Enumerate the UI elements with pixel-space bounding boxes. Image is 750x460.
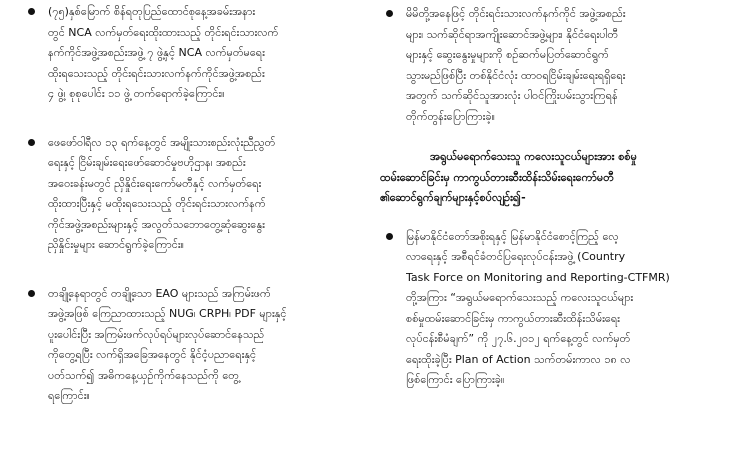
text-line: ရေးနှင့် ငြိမ်းချမ်းရေးဖော်ဆောင်မှုဗဟိုဌာန၊ အစည်း bbox=[48, 156, 246, 169]
text-line: ဖြစ်ကြောင်း ပြောကြားခဲ့။ bbox=[406, 373, 505, 386]
text-line: ဖေဖော်ဝါရီလ ၁၃ ရက်နေ့တွင် အမျိုးသားစည်းလုံးညီညွတ် bbox=[48, 135, 276, 149]
text-line: မြန်မာနိုင်ငံတော်အစိုးရနှင့် မြန်မာနိုင်ငံစောင့်ကြည့် လေ့ bbox=[406, 229, 619, 243]
heading-line: ၏ဆောင်ရွက်ချက်များနှင့်စပ်လျဉ်း၍- bbox=[380, 191, 526, 204]
bullet-icon bbox=[28, 8, 35, 15]
section-heading bbox=[380, 147, 728, 209]
text-line: လုပ်ငန်းစီမံချက်” ကို ၂၇.၆.၂၀၁၂ ရက်နေ့တွင် လက်မှတ် bbox=[406, 332, 631, 345]
text-line: အဖွဲ့အဖြစ် ကြေညာထားသည့် NUG၊ CRPH၊ PDF များနှင့် bbox=[48, 307, 287, 320]
text-line: ထိုးရသေးသည့် တိုင်းရင်းသားလက်နက်ကိုင်အဖွဲ့အစည်း bbox=[48, 66, 265, 80]
text-line: ညှိနှိုင်းမှုများ ဆောင်ရွက်ခဲ့ကြောင်း။ bbox=[48, 238, 184, 251]
bullet-icon bbox=[386, 233, 393, 240]
bullet-item-meeting bbox=[22, 133, 350, 256]
text-line: တွင် NCA လက်မှတ်ရေးထိုးထားသည့် တိုင်းရင်းသားလက် bbox=[48, 25, 279, 39]
text-line: နက်ကိုင်အဖွဲ့အစည်းအဖွဲ့ ၇ ဖွဲ့နှင့် NCA လက်မှတ်မရေး bbox=[48, 46, 265, 59]
bullet-item-eao bbox=[22, 284, 350, 407]
text-line: များနှင့် ဆွေးနွေးမှုများကို စဉ်ဆက်မပြတ်ဆောင်ရွက် bbox=[406, 48, 609, 61]
text-line: ရကြောင်း။ bbox=[48, 389, 90, 402]
text-line: အဝေးခန်းမတွင် ညှိနှိုင်းရေးကော်မတီနှင့် လက်မှတ်ရေး bbox=[48, 176, 262, 190]
left-column bbox=[22, 2, 350, 407]
text-line: ကိုင်အဖွဲ့အစည်းများနှင့် အလွတ်သဘောတွေ့ဆုံဆွေးနွေး bbox=[48, 217, 265, 231]
heading-line: ထမ်းဆောင်ခြင်းမှ ကာကွယ်တားဆီးထိန်းသိမ်းရေးကော်မတီ bbox=[380, 170, 614, 184]
text-line: အတွက် သက်ဆိုင်သူအားလုံး ပါဝင်ကြိုးပမ်းသွားကြရန် bbox=[406, 89, 618, 102]
text-line: ကိုတွေ့ရပြီး လက်ရှိအခြေအနေတွင် နိုင်ငံ့ပညာရေးနှင့် bbox=[48, 348, 257, 361]
text-line: တချို့နေရာတွင် တချို့သော EAO များသည် အကြမ်းဖက် bbox=[48, 286, 271, 300]
heading-line: အရွယ်မရောက်သေးသူ ကလေးသူငယ်များအား စစ်မှု bbox=[430, 150, 637, 163]
bullet-icon bbox=[28, 290, 35, 297]
bullet-item-ctfmr bbox=[380, 227, 728, 391]
text-line: စစ်မှုထမ်းဆောင်ခြင်းမှ ကာကွယ်တားဆီးထိန်းသိမ်းရေး bbox=[406, 311, 620, 325]
text-line: တိုက်တွန်းပြောကြားခဲ့။ bbox=[406, 109, 495, 123]
bullet-icon bbox=[28, 139, 35, 146]
text-line: ပူးပေါင်းပြီး အကြမ်းဖက်လုပ်ရပ်များလုပ်ဆောင်နေသည် bbox=[48, 327, 265, 341]
bullet-item-anniversary bbox=[22, 2, 350, 105]
text-line: ရေးထိုးခဲ့ပြီး Plan of Action သက်တမ်းကာလ ၁၈ လ bbox=[406, 352, 631, 366]
bullet-icon bbox=[386, 10, 393, 17]
text-line: ထိုးထားပြီးနှင့် မထိုးရသေးသည့် တိုင်းရင်းသားလက်နက် bbox=[48, 197, 266, 210]
text-line: ၄ ဖွဲ့၊ စုစုပေါင်း ၁၁ ဖွဲ့ တက်ရောက်ခဲ့ကြောင်း။ bbox=[48, 87, 225, 100]
text-line: မိမိတို့အနေဖြင့် တိုင်းရင်းသားလက်နက်ကိုင် အဖွဲ့အစည်း bbox=[406, 7, 626, 20]
bullet-item-dialogue bbox=[380, 4, 728, 127]
text-line: (၇၅)နှစ်မြောက် စိန်ရတုပြည်ထောင်စုနေ့အခမ်းအနား bbox=[48, 5, 256, 18]
text-line: လာရေးနှင့် အစီရင်ခံတင်ပြရေးလုပ်ငန်းအဖွဲ့ (Country bbox=[406, 250, 626, 263]
text-line: ပတ်သက်၍ အဓိကနေ့ယှဉ်ကိုက်နေသည်ကို တွေ့ bbox=[48, 368, 240, 382]
text-line: Task Force on Monitoring and Reporting-CTFMR) bbox=[406, 270, 670, 284]
text-line: သွားမည်ဖြစ်ပြီး တစ်နိုင်ငံလုံး ထာဝရငြိမ်းချမ်းရေးရရှိရေး bbox=[406, 68, 626, 82]
text-line: တို့အကြား “အရွယ်မရောက်သေးသည့် ကလေးသူငယ်များ bbox=[406, 291, 634, 304]
right-column bbox=[380, 4, 728, 391]
text-line: များ၊ သက်ဆိုင်ရာအကျိုးဆောင်အဖွဲ့များ၊ နိုင်ငံရေးပါတီ bbox=[406, 27, 619, 41]
